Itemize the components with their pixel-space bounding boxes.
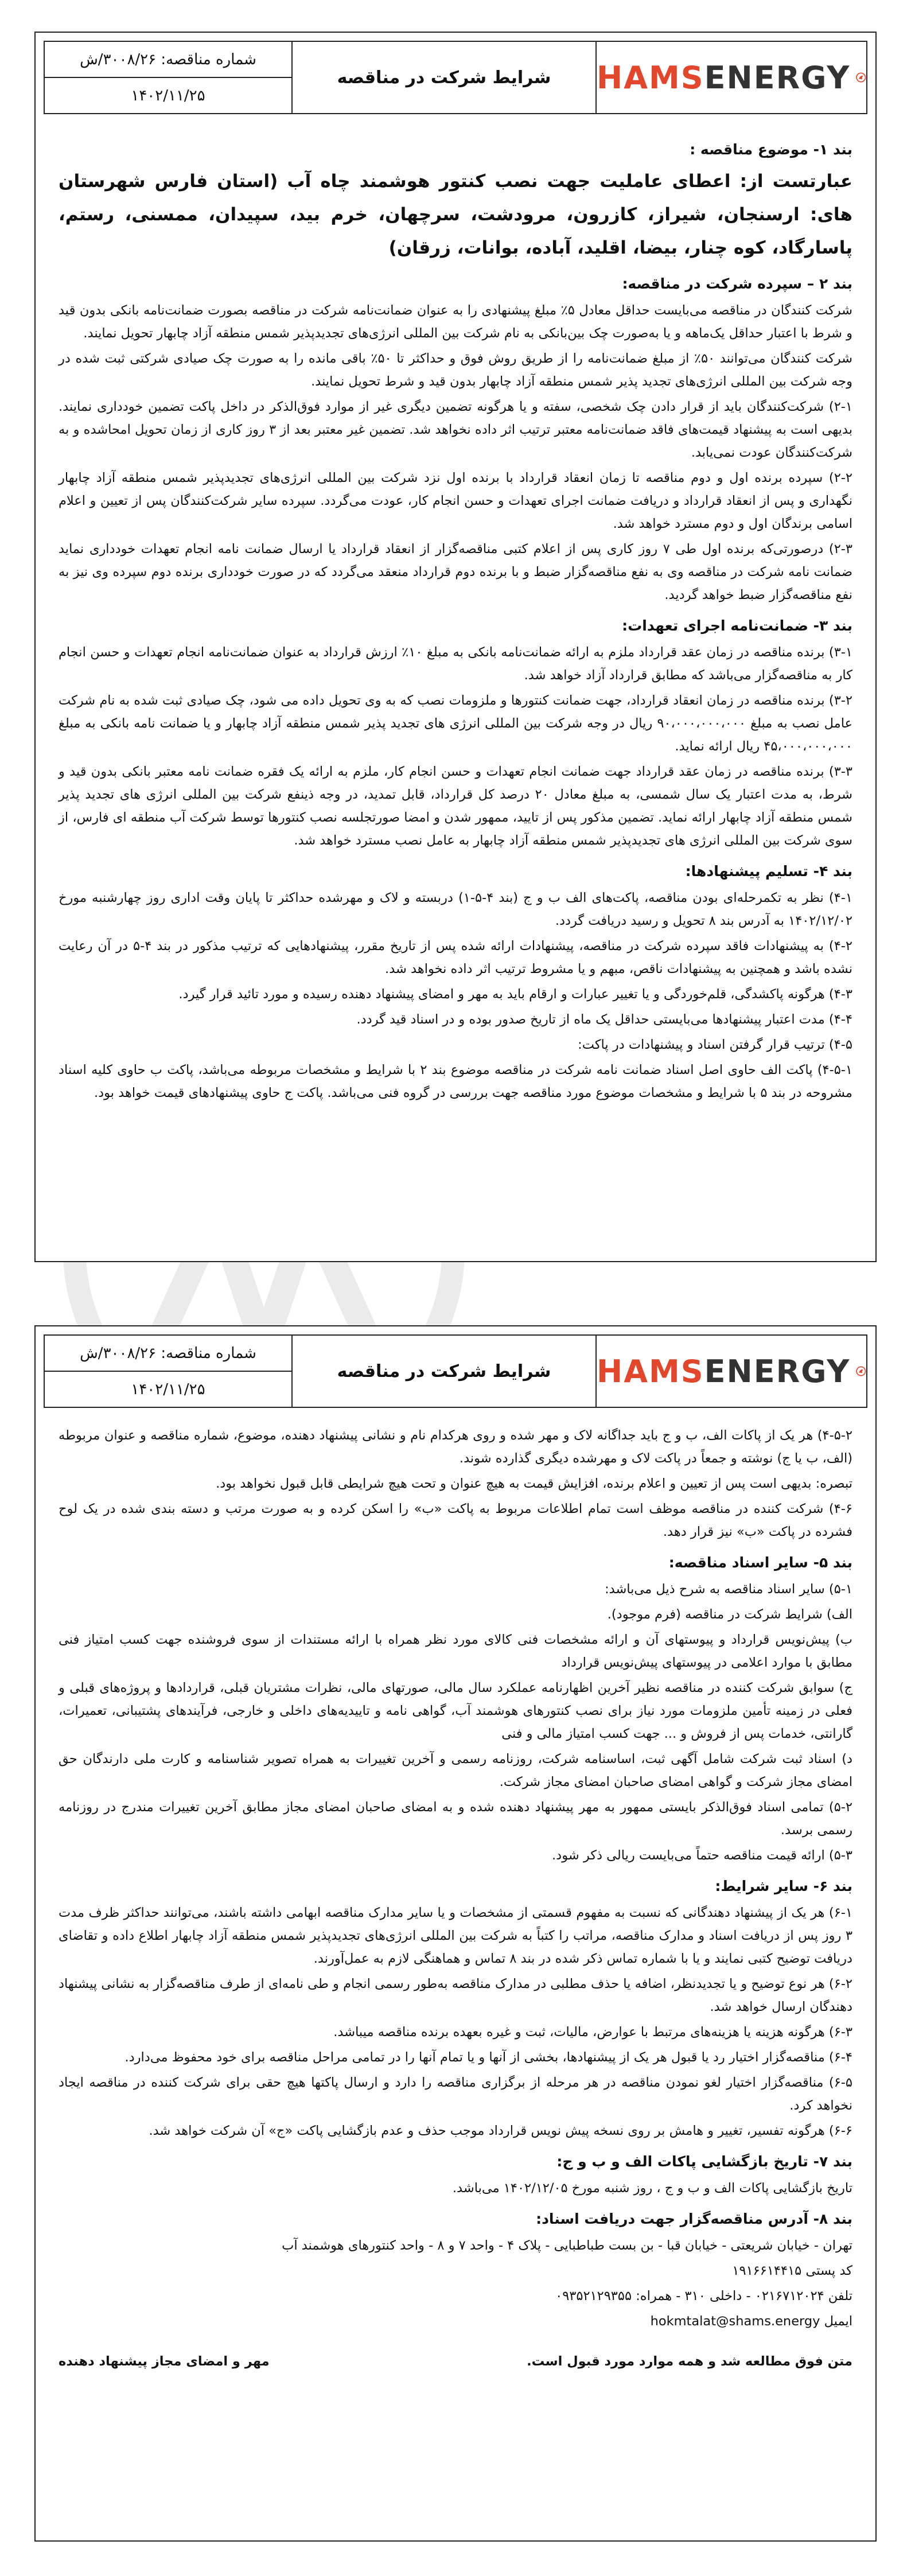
tender-date: ۱۴۰۲/۱۱/۲۵ [131,87,205,104]
page-2-body [59,1424,852,2373]
tender-number: شماره مناقصه: ۳۰۰۸/۲۶/ش [45,42,291,78]
clause-6-5: ۶-۵) مناقصه‌گزار اختیار لغو نمودن مناقصه در هر مرحله از برگزاری مناقصه را دارد و ارسال پاکتها هیچ حقی برای شرکت کننده در مناقصه ایجاد نخواهد کرد. [59,2075,852,2113]
section-1-text: عبارتست از: اعطای عاملیت جهت نصب کنتور هوشمند چاه آب (استان فارس شهرستان های: ارسنجان، شیراز، کازرون، مرودشت، سرچهان، خرم بید، سپیدان، ممسنی، رستم، پاسارگاد، کوه چنار، بیضا، اقلید، آباده، بوانات، زرقان) [59,171,852,258]
page-title: شرایط شرکت در مناقصه [291,42,595,113]
email-label: ایمیل [824,2314,852,2329]
note: تبصره: بدیهی است پس از تعیین و اعلام برنده، افزایش قیمت به هیچ عنوان و تحت هیچ شرایطی قابل قبول نخواهد بود. [216,1476,852,1491]
page-1-body [59,130,852,1107]
section-7-text: تاریخ بازگشایی پاکات الف و ب و ج ، روز شنبه مورخ ۱۴۰۲/۱۲/۰۵ می‌باشد. [452,2181,852,2196]
company-logo [595,42,866,113]
clause-6-1: ۶-۱) هر یک از پیشنهاد دهندگانی که نسبت به مفهوم قسمتی از مشخصات و یا سایر مدارک مناقصه ابهامی داشته باشند، می‌توانند حداکثر ظرف مدت ۳ روز پس از دریافت اسناد و مدارک مناقصه، مراتب را کتباً به شرکت بین المللی انرژی‌های تجدیدپذیر شمس منطقه آزاد چابهار اطلاع داده و تقاضای دریافت توضیح کتبی نمایند و یا با شماره تماس ذکر شده در بند ۸ تماس و هماهنگی لازم به عمل‌آورند. [59,1905,852,1966]
section-1-title: بند ۱- موضوع مناقصه : [690,141,852,158]
section-4-title: بند ۴- تسلیم پیشنهادها: [685,863,852,880]
sun-logo-icon [856,59,866,96]
address: تهران - خیابان شریعتی - خیابان قبا - بن بست طباطبایی - پلاک ۴ - واحد ۷ و ۸ - واحد کنتورهای هوشمند آب [282,2238,852,2253]
tender-meta [45,42,291,113]
document-page-2 [34,1325,877,2542]
clause-6-6: ۶-۶) هرگونه تفسیر، تغییر و هامش بر روی نسخه پیش نویس قرارداد موجب حذف و عدم بازگشایی پاکت «ج» آن شرکت خواهد شد. [149,2123,852,2138]
section-8-title: بند ۸- آدرس مناقصه‌گزار جهت دریافت اسناد: [536,2211,852,2227]
clause-4-2: ۴-۲) به پیشنهادات فاقد سپرده شرکت در مناقصه، پیشنهادات ارائه شده پس از تاریخ مقرر، پیشنهادهایی که ترتیب مذکور در بند ۴-۵ در آن رعایت نشده باشد و همچنین به پیشنهادات ناقص، مبهم و یا مشروط ترتیب اثر داده نخواهد شد. [59,939,852,976]
acceptance-text: متن فوق مطالعه شد و همه موارد مورد قبول است. [527,2354,852,2369]
clause-6-2: ۶-۲) هر نوع توضیح و یا تجدیدنظر، اضافه یا حذف مطلبی در مدارک مناقصه به‌طور رسمی انجام و طی نامه‌ای از طرف مناقصه‌گزار به نشانی پیشنهاد دهندگان ارسال خواهد شد. [59,1976,852,2014]
signature-label: مهر و امضای مجاز پیشنهاد دهنده [59,2354,270,2369]
clause-5-d: د) اسناد ثبت شرکت شامل آگهی ثبت، اساسنامه شرکت، روزنامه رسمی و آخرین تغییرات به همراه تصویر شناسنامه و کارت ملی دارندگان حق امضای مجاز شرکت و گواهی امضای صاحبان امضای مجاز شرکت. [59,1752,852,1789]
clause-2-2: ۲-۲) سپرده برنده اول و دوم مناقصه تا زمان انعقاد قرارداد با برنده اول نزد شرکت بین المللی انرژی‌های تجدیدپذیر شمس منطقه آزاد چابهار نگهداری و پس از انعقاد قرارداد و دریافت ضمانت اجرای تعهدات و حسن انجام کار، عودت می‌گردد. سپرده سایر شرکت‌کنندگان پس از تعیین و اعلام اسامی برندگان اول و دوم مسترد خواهد شد. [59,470,852,531]
logo-text-hams: HAMS [597,1353,704,1390]
clause-2-3: ۲-۳) درصورتی‌که برنده اول طی ۷ روز کاری پس از اعلام کتبی مناقصه‌گزار از انعقاد قرارداد یا ارسال ضمانت نامه انجام تعهدات خودداری نماید ضمانت نامه شرکت در مناقصه وی به نفع مناقصه‌گزار ضبط و با برنده دوم قرارداد منعقد می‌گردد که در صورت خودداری برنده دوم سپرده وی نیز به نفع مناقصه‌گزار ضبط خواهد گردید. [59,542,852,602]
clause-3-1: ۳-۱) برنده مناقصه در زمان عقد قرارداد ملزم به ارائه ضمانت‌نامه بانکی به مبلغ ۱۰٪ ارزش قرارداد به عنوان ضمانت‌نامه انجام تعهدات و حسن انجام کار به مناقصه‌گزار می‌باشد که مطابق قرارداد آزاد خواهد شد. [59,645,853,683]
clause-2-1: ۲-۱) شرکت‌کنندگان باید از قرار دادن چک شخصی، سفته و یا هرگونه تضمین دیگری غیر از موارد فوق‌الذکر در داخل پاکت تضمین خودداری نمایند. بدیهی است به پیشنهاد قیمت‌های فاقد ضمانت‌نامه معتبر ترتیب اثر داده نخواهد شد. تضمین غیر معتبر بعد از ۳ روز کاری از زمان تحویل امحاشده و به شرکت‌کنندگان عودت نمی‌یابد. [59,399,852,460]
clause-4-5-1: ۴-۵-۱) پاکت الف حاوی اصل اسناد ضمانت نامه شرکت در مناقصه موضوع بند ۲ با شرایط و مشخصات مربوطه می‌باشد، پاکت ب حاوی کلیه اسناد مشروحه در بند ۵ با شرایط و مشخصات موضوع مورد مناقصه جهت بررسی در گروه فنی می‌باشد. پاکت ج حاوی پیشنهادهای قیمت خواهد بود. [59,1063,852,1100]
page-header [44,41,867,114]
clause-4-3: ۴-۳) هرگونه پاکشدگی، قلم‌خوردگی و یا تغییر عبارات و ارقام باید به مهر و امضای پیشنهاد دهنده رسیده و مورد تائید قرار گیرد. [178,987,852,1002]
section-2-para-2: شرکت کنندگان می‌توانند ۵۰٪ از مبلغ ضمانت‌نامه را از طریق روش فوق و حداکثر تا ۵۰٪ باقی مانده را به صورت چک صیادی شرکتی ثبت شده در وجه شرکت بین المللی انرژی‌های تجدید پذیر شمس منطقه آزاد چابهار بدون قید و شرط تحویل نمایند. [59,351,852,389]
section-2-title: بند ۲ – سپرده شرکت در مناقصه: [622,275,852,292]
logo-text-energy: ENERGY [704,59,851,96]
clause-5-b: ب) پیش‌نویس قرارداد و پیوستهای آن و ارائه مشخصات فنی کالای مورد نظر همراه با ارائه مستندات از سوی فروشنده جهت کسب امتیاز فنی مطابق با موارد اعلامی در پیوستهای پیش‌نویس قرارداد [59,1632,852,1670]
phone: تلفن ۰۲۱۶۷۱۲۰۲۴ - داخلی ۳۱۰ - همراه: ۰۹۳۵۲۱۲۹۳۵۵ [555,2289,852,2303]
tender-number: شماره مناقصه: ۳۰۰۸/۲۶/ش [45,1336,291,1372]
email-link[interactable]: hokmtalat@shams.energy [650,2314,820,2329]
clause-5-a: الف) شرایط شرکت در مناقصه (فرم موجود). [607,1607,852,1622]
section-7-title: بند ۷- تاریخ بازگشایی پاکات الف و ب و ج: [556,2153,852,2170]
clause-4-1: ۴-۱) نظر به تکمرحله‌ای بودن مناقصه، پاکت‌های الف ب و ج (بند ۴-۵-۱) دربسته و لاک و مهرشده حداکثر تا پایان وقت اداری روز چهارشنبه مورخ ۱۴۰۲/۱۲/۰۲ به آدرس بند ۸ تحویل و رسید دریافت گردد. [59,890,852,928]
section-6-title: بند ۶- سایر شرایط: [715,1878,852,1894]
clause-5-1: ۵-۱) سایر اسناد مناقصه به شرح ذیل می‌باشد: [605,1582,852,1597]
postal-code: کد پستی ۱۹۱۶۶۱۴۴۱۵ [732,2263,852,2278]
company-logo [595,1336,866,1407]
logo-text-energy: ENERGY [704,1353,851,1390]
clause-4-6: ۴-۶) شرکت کننده در مناقصه موظف است تمام اطلاعات مربوط به پاکت «ب» را اسکن کرده و به صورت مرتب و دسته بندی شده در یک لوح فشرده در پاکت «ب» نیز قرار دهد. [59,1501,852,1539]
sun-logo-icon [856,1353,866,1390]
email-line [59,2310,852,2333]
clause-3-2: ۳-۲) برنده مناقصه در زمان انعقاد قرارداد، جهت ضمانت کنتورها و ملزومات نصب که به وی تحویل داده می شود، چک صیادی ثبت شده به نام شرکت عامل نصب به مبلغ ۹۰،۰۰۰،۰۰۰،۰۰۰ ریال در وجه شرکت بین المللی انرژی های تجدید پذیر شمس منطقه آزاد چابهار و یا ضمانت نامه بانکی به مبلغ ۴۵،۰۰۰،۰۰۰،۰۰۰ ریال ارائه نماید. [59,693,852,754]
clause-4-5-2: ۴-۵-۲) هر یک از پاکات الف، ب و ج باید جداگانه لاک و مهر شده و روی هرکدام نام و نشانی پیشنهاد دهنده، موضوع، شماره مناقصه و عنوان مربوطه (الف، ب یا ج) نوشته و جمعاً در پاکت لاک و مهرشده دیگری گذارده شوند. [59,1428,852,1466]
clause-6-3: ۶-۳) هرگونه هزینه یا هزینه‌های مرتبط با عوارض، مالیات، ثبت و غیره بعهده برنده مناقصه میباشد. [333,2025,852,2040]
clause-6-4: ۶-۴) مناقصه‌گزار اختیار رد یا قبول هر یک از پیشنهادها، بخشی از آنها و یا تمام آنها را در تمامی مراحل مناقصه برای خود محفوظ می‌دارد. [124,2050,852,2065]
page-title: شرایط شرکت در مناقصه [291,1336,595,1407]
clause-4-5: ۴-۵) ترتیب قرار گرفتن اسناد و پیشنهادات در پاکت: [578,1037,852,1052]
clause-3-3: ۳-۳) برنده مناقصه در زمان عقد قرارداد جهت ضمانت انجام تعهدات و حسن انجام کار، ملزم به ارائه یک فقره ضمانت نامه معتبر بانکی بدون قید و شرط، به مدت اعتبار یک سال شمسی، به مبلغ معادل ۲۰ درصد کل قرارداد، قابل تمدید، در وجه ذینفع شرکت بین المللی انرژی های تجدید پذیر شمس منطقه آزاد چابهار ارائه نماید. تضمین مذکور پس از تایید، ممهور شدن و امضا صورتجلسه نصب کنتورها توسط شرکت آب منطقه ای فارس، از سوی شرکت بین المللی انرژی های تجدیدپذیر شمس منطقه آزاد چابهار به عامل نصب مسترد خواهد شد. [59,764,853,848]
document-page-1 [34,32,877,1262]
section-5-title: بند ۵- سایر اسناد مناقصه: [668,1554,852,1571]
signature-row [59,2350,852,2373]
clause-5-c: ج) سوابق شرکت کننده در مناقصه نظیر آخرین اظهارنامه عملکرد سال مالی، صورتهای مالی، نظرات مشتریان قبلی، قراردادها و پروژه‌های قبلی و فعلی در زمینه تأمین ملزومات مورد نیاز برای نصب کنتورهای هوشمند آب، گواهی نامه و تاییدیه‌های داخلی و خارجی، فرآیندهای پشتیبانی، تعمیرات، گارانتی، خدمات پس از فروش و ... جهت کسب امتیاز مالی و فنی [59,1680,852,1741]
logo-text-hams: HAMS [597,59,704,96]
section-2-para-1: شرکت کنندگان در مناقصه می‌بایست حداقل معادل ۵٪ مبلغ پیشنهادی را به عنوان ضمانت‌نامه شرکت در مناقصه بصورت ضمانت‌نامه بانکی بدون قید و شرط با اعتبار حداقل یک‌ماهه و یا به‌صورت چک بین‌بانکی به نام شرکت بین المللی انرژی‌های تجدیدپذیر شمس منطقه آزاد چابهار تحویل نمایند. [59,303,852,341]
page-header [44,1334,867,1408]
clause-5-2: ۵-۲) تمامی اسناد فوق‌الذکر بایستی ممهور به مهر پیشنهاد دهنده شده و به امضای صاحبان امضای مجاز مطابق آخرین تغییرات مندرج در روزنامه رسمی برسد. [59,1800,852,1838]
clause-4-4: ۴-۴) مدت اعتبار پیشنهادها می‌بایستی حداقل یک ماه از تاریخ صدور بوده و در اسناد قید گردد. [356,1012,852,1027]
tender-meta [45,1336,291,1407]
section-3-title: بند ۳- ضمانت‌نامه اجرای تعهدات: [622,617,852,634]
tender-date: ۱۴۰۲/۱۱/۲۵ [131,1380,205,1398]
clause-5-3: ۵-۳) ارائه قیمت مناقصه حتماً می‌بایست ریالی ذکر شود. [552,1848,852,1863]
